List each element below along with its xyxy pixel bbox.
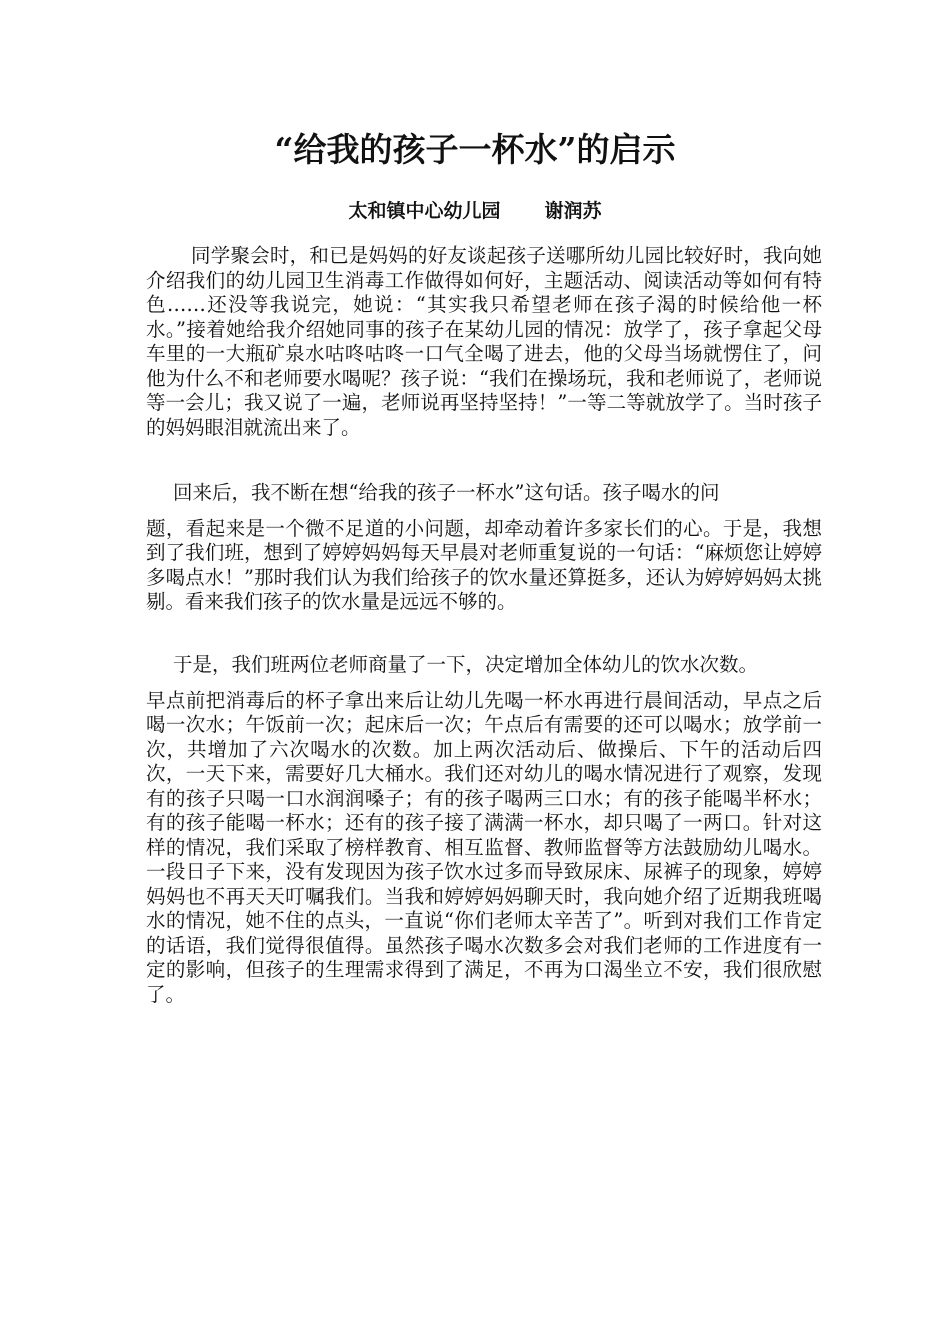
paragraph-3-first-line: 于是，我们班两位老师商量了一下，决定增加全体幼儿的饮水次数。 — [173, 653, 759, 676]
paragraph-3 — [146, 653, 822, 1007]
paragraph-2-first-line: 回来后，我不断在想“给我的孩子一杯水”这句话。孩子喝水的问 — [173, 481, 720, 504]
paragraph-3-body: 早点前把消毒后的杯子拿出来后让幼儿先喝一杯水再进行晨间活动，早点之后喝一次水；午饭前一次；起床后一次；午点后有需要的还可以喝水；放学前一次，共增加了六次喝水的次数。加上两次活动后、做操后、下午的活动后四次，一天下来，需要好几大桶水。我们还对幼儿的喝水情况进行了观察，发现有的孩子只喝一口水润润嗓子；有的孩子喝两三口水；有的孩子能喝半杯水；有的孩子能喝一杯水；还有的孩子接了满满一杯水，却只喝了一两口。针对这样的情况，我们采取了榜样教育、相互监督、教师监督等方法鼓励幼儿喝水。一段日子下来，没有发现因为孩子饮水过多而导致尿床、尿裤子的现象，婷婷妈妈也不再天天叮嘱我们。当我和婷婷妈妈聊天时，我向她介绍了近期我班喝水的情况，她不住的点头，一直说“你们老师太辛苦了”。听到对我们工作肯定的话语，我们觉得很值得。虽然孩子喝水次数多会对我们老师的工作进度有一定的影响，但孩子的生理需求得到了满足，不再为口渴坐立不安，我们很欣慰了。 — [146, 688, 822, 1006]
document-title: “给我的孩子一杯水”的启示 — [274, 130, 676, 169]
paragraph-2 — [146, 481, 822, 615]
paragraph-1: 同学聚会时，和已是妈妈的好友谈起孩子送哪所幼儿园比较好时，我向她介绍我们的幼儿园卫生消毒工作做得如何好，主题活动、阅读活动等如何有特色……还没等我说完，她说：“其实我只希望老师在孩子渴的时候给他一杯水。”接着她给我介绍她同事的孩子在某幼儿园的情况：放学了，孩子拿起父母车里的一大瓶矿泉水咕咚咕咚一口气全喝了进去，他的父母当场就愣住了，问他为什么不和老师要水喝呢？孩子说：“我们在操场玩，我和老师说了，老师说等一会儿；我又说了一遍，老师说再坚持坚持！”一等二等就放学了。当时孩子的妈妈眼泪就流出来了。 — [146, 244, 822, 439]
paragraph-2-body: 题，看起来是一个微不足道的小问题，却牵动着许多家长们的心。于是，我想到了我们班，想到了婷婷妈妈每天早晨对老师重复说的一句话：“麻烦您让婷婷多喝点水！”那时我们认为我们给孩子的饮水量还算挺多，还认为婷婷妈妈太挑剔。看来我们孩子的饮水量是远远不够的。 — [146, 516, 822, 613]
author-name: 谢润苏 — [544, 200, 602, 222]
author-byline — [0, 196, 950, 226]
author-organization: 太和镇中心幼儿园 — [348, 200, 501, 222]
